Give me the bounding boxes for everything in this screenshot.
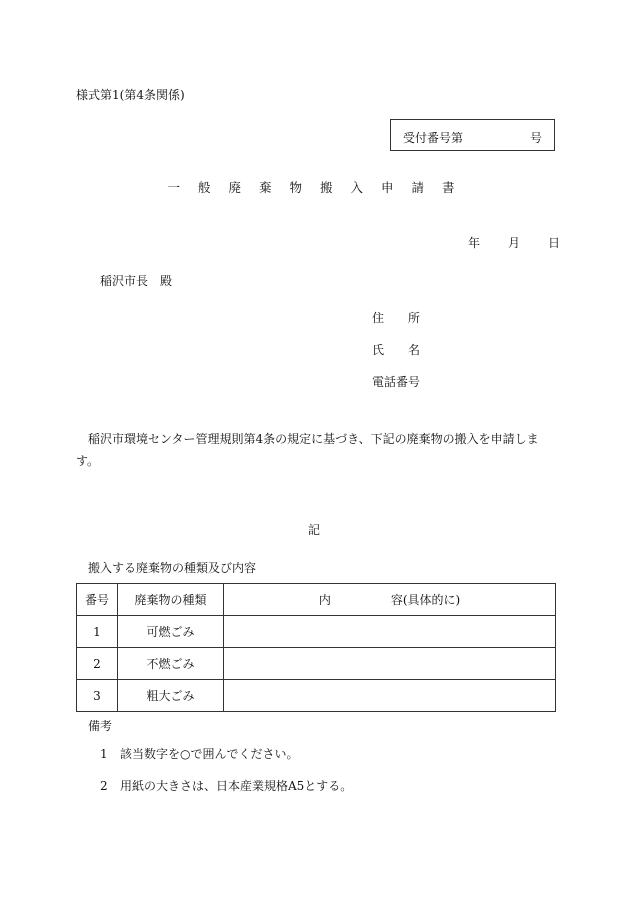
row-content[interactable] bbox=[224, 648, 556, 680]
table-row bbox=[77, 680, 556, 712]
header-content: 内 容(具体的に) bbox=[224, 584, 556, 616]
document-title: 一般廃棄物搬入申請書 bbox=[167, 180, 473, 195]
note-text: 該当数字を○で囲んでください。 bbox=[120, 747, 299, 761]
body-text: 稲沢市環境センター管理規則第4条の規定に基づき、下記の廃棄物の搬入を申請します。 bbox=[76, 432, 539, 468]
row-number: 3 bbox=[77, 680, 118, 712]
row-number: 2 bbox=[77, 648, 118, 680]
name-label: 氏 名 bbox=[372, 343, 421, 357]
row-number: 1 bbox=[77, 616, 118, 648]
note-number: 1 bbox=[100, 747, 108, 761]
header-type: 廃棄物の種類 bbox=[118, 584, 224, 616]
table-header-row bbox=[77, 584, 556, 616]
note-text: 用紙の大きさは、日本産業規格A5とする。 bbox=[120, 779, 353, 793]
row-content[interactable] bbox=[224, 616, 556, 648]
date-line bbox=[440, 234, 560, 251]
header-number: 番号 bbox=[77, 584, 118, 616]
date-month: 月 bbox=[508, 236, 521, 250]
row-type: 粗大ごみ bbox=[118, 680, 224, 712]
waste-table bbox=[76, 583, 556, 712]
date-day: 日 bbox=[548, 236, 561, 250]
note-item bbox=[100, 745, 298, 762]
notes-heading: 備考 bbox=[88, 719, 113, 733]
address-label: 住 所 bbox=[372, 311, 421, 325]
note-item bbox=[100, 777, 352, 794]
row-type: 可燃ごみ bbox=[118, 616, 224, 648]
phone-label: 電話番号 bbox=[372, 375, 421, 389]
row-content[interactable] bbox=[224, 680, 556, 712]
receipt-label: 受付番号第 bbox=[403, 131, 464, 145]
receipt-suffix: 号 bbox=[529, 131, 542, 145]
receipt-number-box bbox=[390, 119, 555, 151]
table-row bbox=[77, 616, 556, 648]
section-label: 搬入する廃棄物の種類及び内容 bbox=[88, 561, 257, 575]
row-type: 不燃ごみ bbox=[118, 648, 224, 680]
ki-heading: 記 bbox=[308, 523, 321, 537]
addressee: 稲沢市長 殿 bbox=[100, 274, 173, 288]
note-number: 2 bbox=[100, 779, 108, 793]
date-year: 年 bbox=[468, 236, 481, 250]
form-number: 様式第1(第4条関係) bbox=[76, 88, 185, 102]
table-row bbox=[77, 648, 556, 680]
